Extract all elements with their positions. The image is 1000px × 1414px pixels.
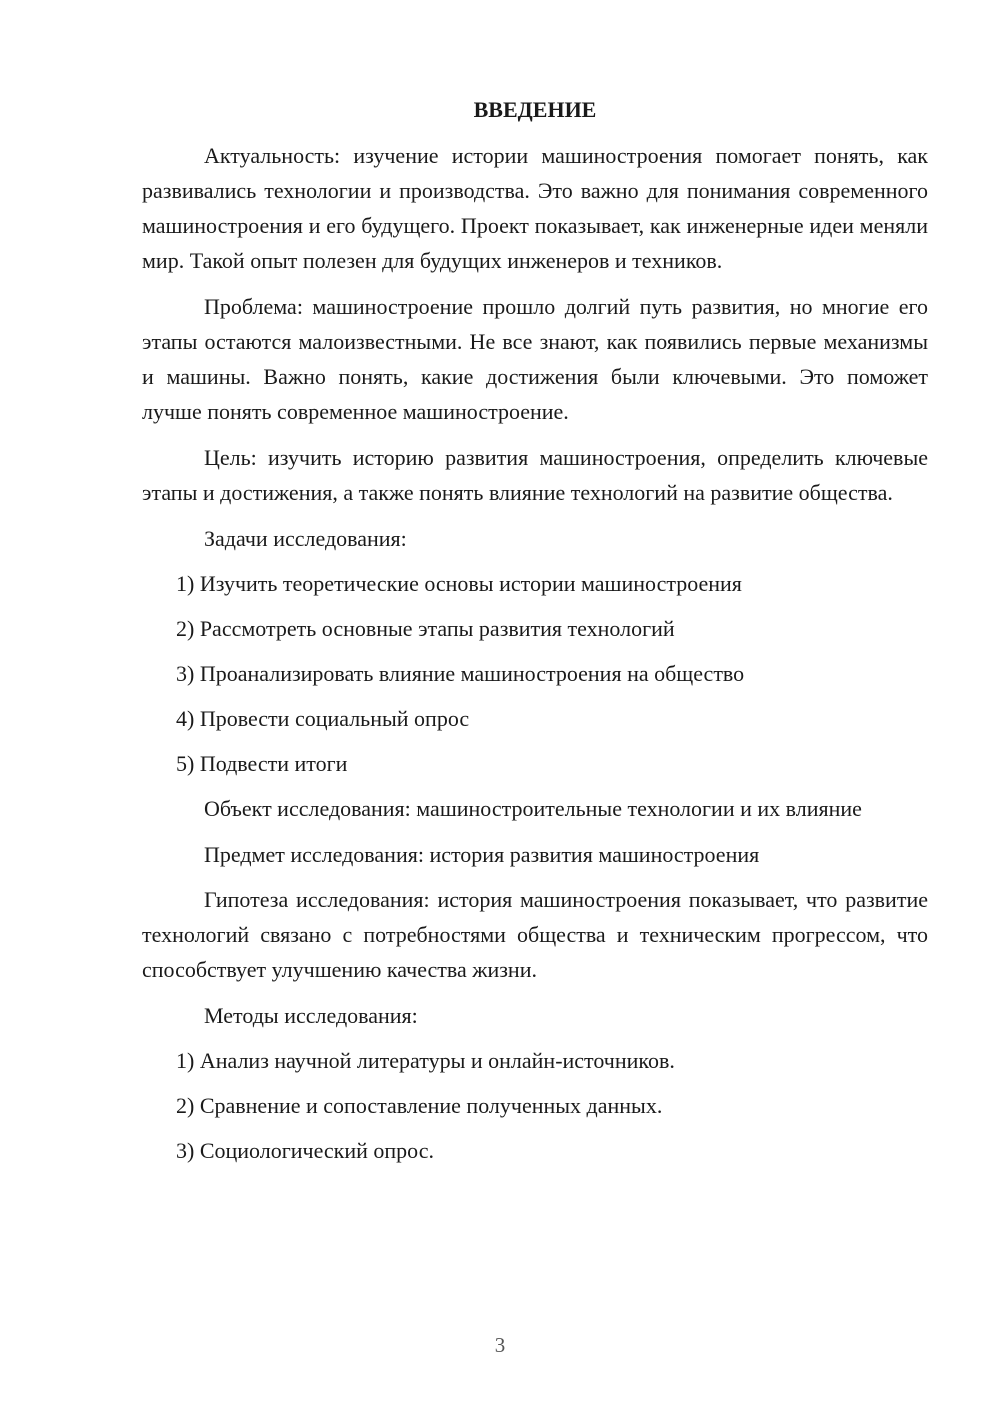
document-page (142, 95, 928, 1178)
hypothesis-paragraph: Гипотеза исследования: история машиностроения показывает, что развитие технологий связано с потребностями общества и техническим прогрессом, что способствует улучшению качества жизни. (142, 887, 928, 982)
method-item: 2) Сравнение и сопоставление полученных данных. (176, 1093, 663, 1118)
task-item: 1) Изучить теоретические основы истории машиностроения (176, 571, 742, 596)
methods-list (142, 1043, 928, 1168)
task-item: 4) Провести социальный опрос (176, 706, 470, 731)
method-item: 3) Социологический опрос. (176, 1138, 434, 1163)
task-item: 5) Подвести итоги (176, 751, 348, 776)
method-item: 1) Анализ научной литературы и онлайн-источников. (176, 1048, 675, 1073)
page-title: ВВЕДЕНИЕ (473, 97, 597, 122)
page-number: 3 (494, 1333, 506, 1357)
problem-paragraph: Проблема: машиностроение прошло долгий путь развития, но многие его этапы остаются малоизвестными. Не все знают, как появились первые механизмы и машины. Важно понять, какие достижения были ключевыми. Это поможет лучше понять современное машиностроение. (142, 294, 928, 424)
subject-paragraph: Предмет исследования: история развития машиностроения (204, 842, 760, 867)
tasks-heading: Задачи исследования: (204, 526, 407, 551)
methods-heading: Методы исследования: (204, 1003, 418, 1028)
actuality-paragraph: Актуальность: изучение истории машиностроения помогает понять, как развивались технологии и производства. Это важно для понимания современного машиностроения и его будущего. Проект показывает, как инженерные идеи меняли мир. Такой опыт полезен для будущих инженеров и техников. (142, 143, 928, 273)
object-paragraph: Объект исследования: машиностроительные технологии и их влияние (204, 796, 862, 821)
goal-paragraph: Цель: изучить историю развития машиностроения, определить ключевые этапы и достижения, а также понять влияние технологий на развитие общества. (142, 445, 928, 505)
task-item: 2) Рассмотреть основные этапы развития технологий (176, 616, 675, 641)
tasks-list (142, 566, 928, 781)
task-item: 3) Проанализировать влияние машиностроения на общество (176, 661, 745, 686)
